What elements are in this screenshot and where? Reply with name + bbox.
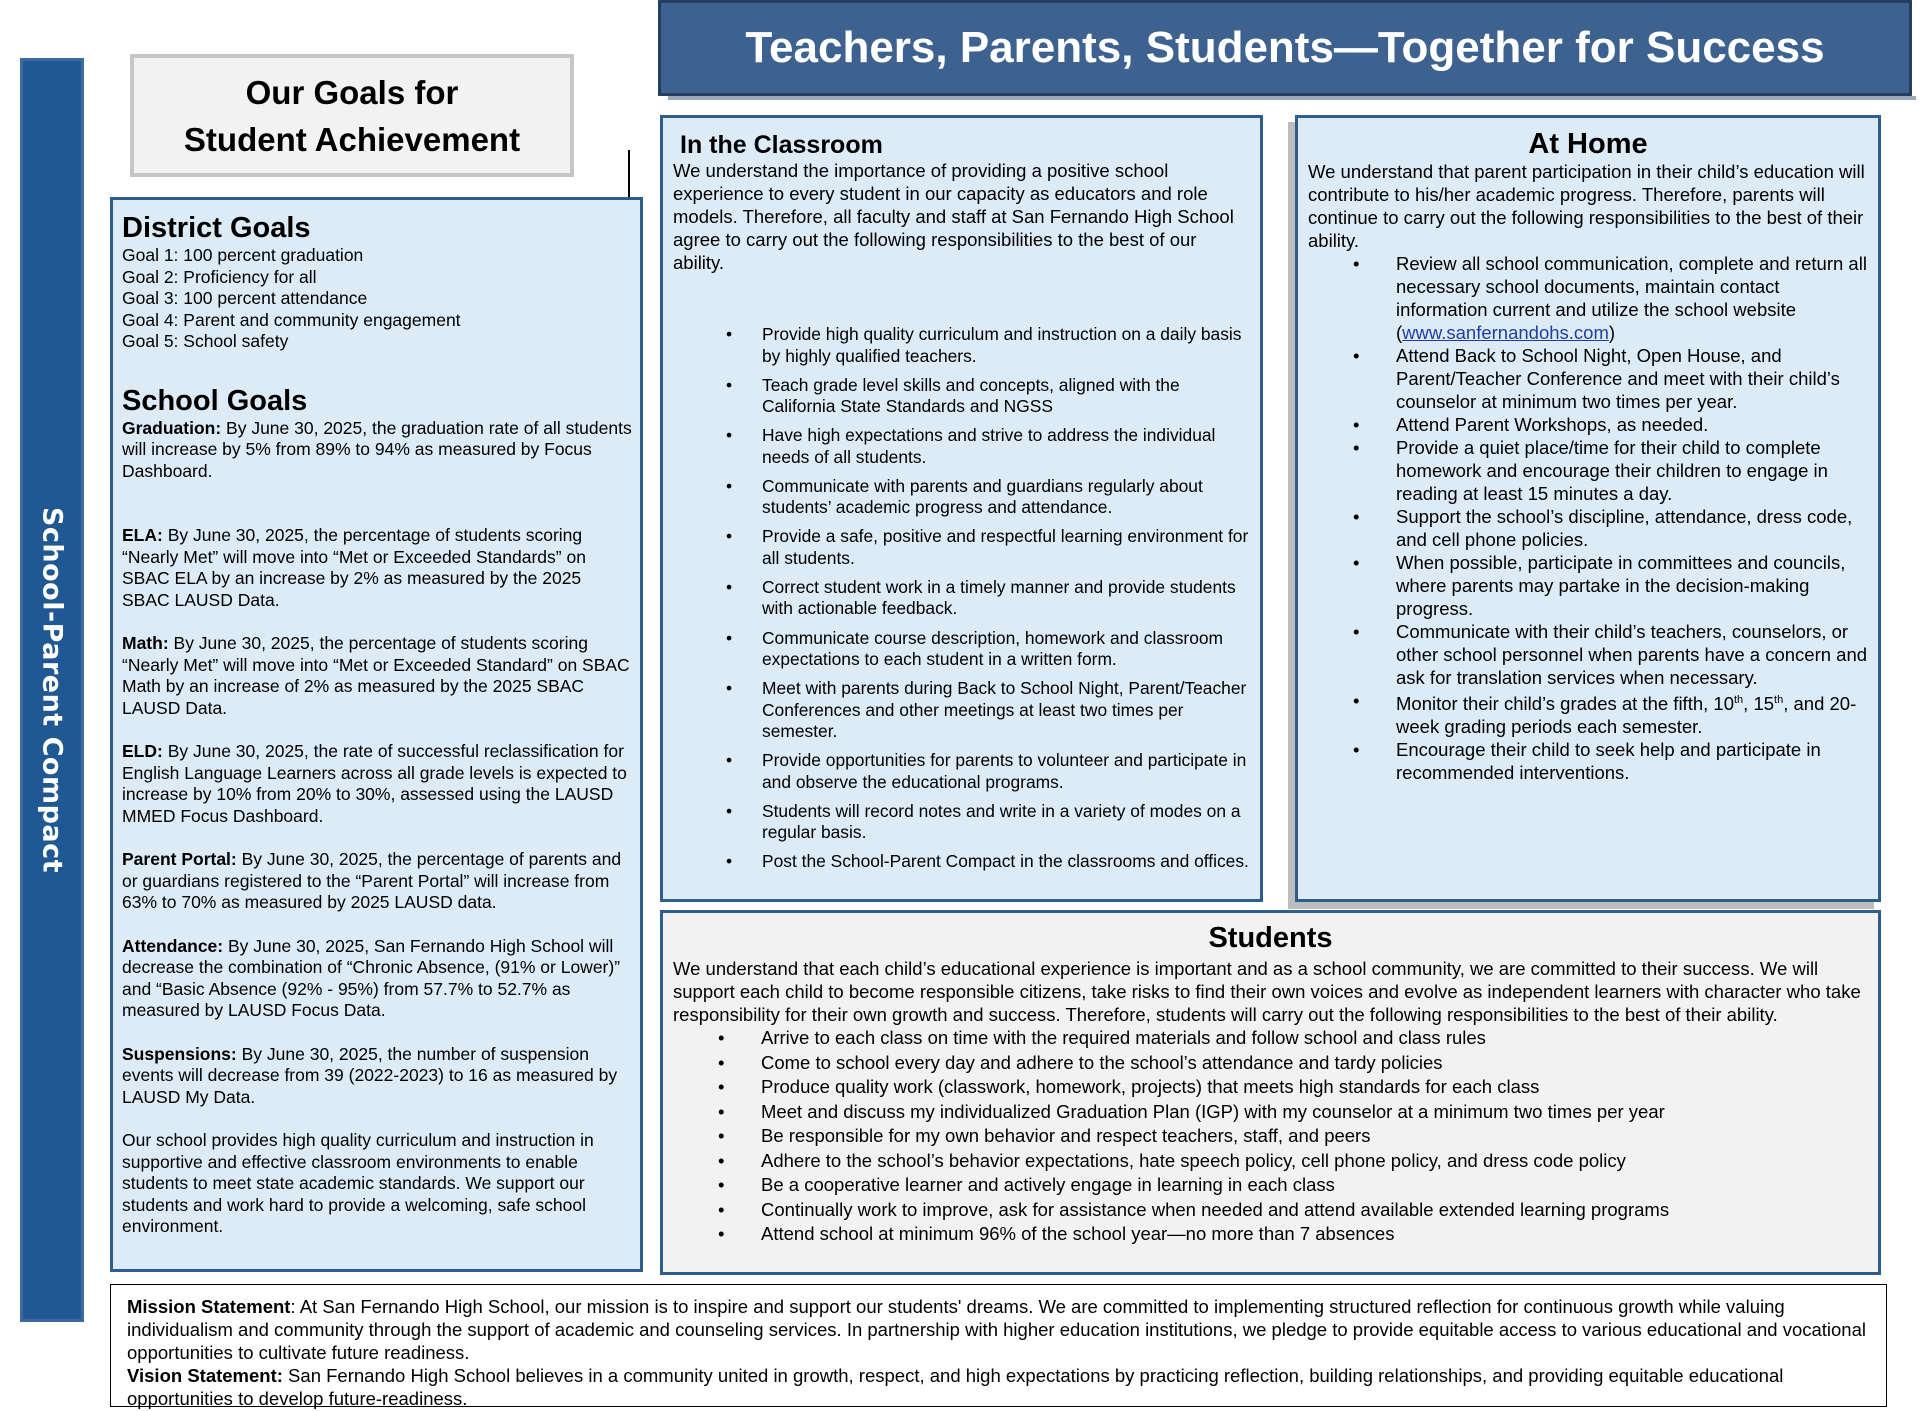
list-item	[673, 678, 1250, 743]
list-item	[673, 1198, 1868, 1223]
list-item	[673, 375, 1250, 418]
banner-shadow	[668, 96, 1916, 100]
school-goal-parent-portal	[122, 849, 633, 914]
list-item	[673, 476, 1250, 519]
list-item-text: When possible, participate in committees and councils, where parents may partake in the decision-making progress.	[1396, 552, 1846, 619]
list-item-text: , and 20-week grading periods each semester.	[1396, 693, 1857, 738]
list-item-text: Have high expectations and strive to address the individual needs of all students.	[762, 425, 1216, 467]
bullet-icon: •	[1353, 253, 1360, 274]
bullet-icon: •	[726, 425, 733, 446]
home-heading: At Home	[1528, 128, 1648, 160]
goal-label: ELD:	[122, 741, 163, 761]
list-item	[673, 1100, 1868, 1125]
mission-label: Mission Statement	[127, 1296, 291, 1317]
bullet-icon: •	[726, 800, 733, 821]
page-title: Teachers, Parents, Students—Together for Success	[745, 23, 1825, 72]
bullet-icon: •	[1353, 739, 1360, 761]
school-goal-suspensions	[122, 1044, 633, 1109]
district-goal: Goal 5: School safety	[122, 331, 289, 351]
list-item-text: Attend Parent Workshops, as needed.	[1396, 414, 1709, 435]
school-goal-ela	[122, 525, 633, 611]
goal-label: Suspensions:	[122, 1043, 237, 1064]
list-item	[673, 1026, 1868, 1051]
title-banner	[658, 0, 1912, 96]
list-item	[673, 425, 1250, 468]
students-heading: Students	[1208, 922, 1333, 954]
goal-text: By June 30, 2025, the number of suspension events will decrease from 39 (2022-2023) to 16 as measured by LAUSD My Data.	[122, 1043, 618, 1107]
classroom-intro: We understand the importance of providing a positive school experience to every student in our capacity as educators and role models. Therefore, all faculty and staff at San Fernando High School agree to carry out the following responsibilities to the best of our ability.	[673, 160, 1234, 273]
goal-text: By June 30, 2025, the percentage of students scoring “Nearly Met” will move into “Met or Exceeded Standard” on SBAC Math by an increase of 2% as measured by the 2025 SBAC LAUSD Data.	[122, 633, 630, 718]
list-item-text: Attend school at minimum 96% of the school year—no more than 7 absences	[761, 1223, 1395, 1244]
bullet-icon: •	[726, 526, 733, 547]
bullet-icon: •	[718, 1027, 725, 1048]
bullet-icon: •	[1353, 506, 1360, 527]
list-item	[1308, 436, 1868, 505]
list-item-text: Post the School-Parent Compact in the classrooms and offices.	[762, 851, 1249, 872]
list-item-text: Review all school communication, complete and return all necessary school documents, maintain contact information current and utilize the school website (	[1396, 253, 1867, 343]
bullet-icon: •	[726, 678, 733, 699]
school-goal-attendance	[122, 936, 633, 1022]
list-item-text: , 15	[1743, 693, 1775, 715]
list-item	[673, 526, 1250, 569]
bullet-icon: •	[726, 750, 733, 771]
bullet-icon: •	[718, 1223, 725, 1244]
bullet-icon: •	[1353, 690, 1360, 711]
goals-heading-line-1: Our Goals for	[245, 73, 459, 111]
list-item-text: Produce quality work (classwork, homework, projects) that meets high standards for each class	[761, 1076, 1540, 1097]
mission-text: : At San Fernando High School, our mission is to inspire and support our students' dreams. We are committed to implementing structured reflection for continuous growth while valuing individualism and community through the support of academic and counseling services. In partnership with higher education institutions, we pledge to provide equitable access to various educational and vocational opportunities to cultivate future readiness.	[127, 1296, 1866, 1363]
list-item	[1308, 551, 1868, 620]
side-bar-label: School-Parent Compact	[36, 506, 68, 874]
list-item-text: Attend Back to School Night, Open House, and Parent/Teacher Conference and meet with their child’s counselor at minimum two times per year.	[1396, 345, 1840, 412]
list-item-text: Teach grade level skills and concepts, aligned with the California State Standards and NGSS	[762, 374, 1180, 417]
goal-text: By June 30, 2025, the graduation rate of all students will increase by 5% from 89% to 94% as measured by Focus Dashboard.	[122, 417, 632, 481]
list-item-text: Be a cooperative learner and actively engage in learning in each class	[761, 1174, 1335, 1195]
list-item	[1308, 344, 1868, 413]
district-goal: Goal 1: 100 percent graduation	[122, 245, 364, 265]
list-item-text: Meet and discuss my individualized Graduation Plan (IGP) with my counselor at a minimum two times per year	[761, 1100, 1665, 1122]
goal-label: Attendance:	[122, 935, 224, 956]
district-goal: Goal 3: 100 percent attendance	[122, 288, 368, 308]
list-item	[673, 1222, 1868, 1247]
bullet-icon: •	[718, 1149, 725, 1171]
school-goal-graduation	[122, 418, 633, 483]
school-goal-math	[122, 633, 633, 719]
list-item-text: )	[1608, 322, 1616, 343]
district-goals-heading: District Goals	[122, 212, 311, 244]
list-item	[673, 851, 1250, 873]
classroom-panel	[660, 115, 1263, 902]
goal-label: Parent Portal:	[122, 849, 237, 869]
district-goals-list	[122, 245, 633, 353]
list-item-text: Communicate with their child’s teachers, counselors, or other school personnel when parents have a concern and ask for translation services when necessary.	[1396, 621, 1868, 688]
list-item-text: Provide opportunities for parents to volunteer and participate in and observe the educational programs.	[762, 750, 1247, 792]
goal-text: By June 30, 2025, the percentage of parents and or guardians registered to the “Parent Portal” will increase from 63% to 70% as measured by 2025 LAUSD data.	[122, 849, 622, 912]
vision-label: Vision Statement:	[127, 1365, 283, 1386]
list-item	[1308, 689, 1868, 738]
list-item-text: Communicate course description, homework and classroom expectations to each student in a written form.	[762, 627, 1224, 670]
bullet-icon: •	[1353, 552, 1360, 573]
list-item	[673, 1075, 1868, 1100]
list-item-text: Arrive to each class on time with the required materials and follow school and class rules	[761, 1027, 1486, 1048]
list-item	[1308, 620, 1868, 689]
bullet-icon: •	[718, 1125, 725, 1146]
bullet-icon: •	[718, 1076, 725, 1097]
home-intro: We understand that parent participation in their child’s education will contribute to his/her academic progress. Therefore, parents will continue to carry out the following responsibilities to the best of their ability.	[1308, 161, 1865, 251]
list-item	[673, 324, 1250, 367]
bullet-icon: •	[1353, 345, 1360, 366]
goals-heading-line-2: Student Achievement	[183, 120, 521, 158]
home-list	[1308, 252, 1868, 784]
list-item-text: Correct student work in a timely manner and provide students with actionable feedback.	[762, 576, 1236, 619]
list-item-text: Monitor their child’s grades at the fifth, 10	[1396, 693, 1734, 715]
list-item-text: Provide a safe, positive and respectful learning environment for all students.	[762, 526, 1249, 568]
bullet-icon: •	[718, 1174, 725, 1195]
list-item	[1308, 738, 1868, 784]
list-item	[673, 1149, 1868, 1174]
list-item	[1308, 505, 1868, 551]
list-item-text: Provide high quality curriculum and instruction on a daily basis by highly qualified teachers.	[762, 324, 1242, 366]
bullet-icon: •	[718, 1051, 725, 1073]
list-item	[673, 1173, 1868, 1198]
school-goals-closing: Our school provides high quality curriculum and instruction in supportive and effective classroom environments to enable students to meet state academic standards. We support our students and work hard to provide a welcoming, safe school environment.	[122, 1130, 594, 1236]
list-item-text: Be responsible for my own behavior and respect teachers, staff, and peers	[761, 1125, 1371, 1146]
mission-statement	[127, 1295, 1870, 1364]
list-item-text: Students will record notes and write in a variety of modes on a regular basis.	[762, 800, 1241, 843]
goals-heading-box	[130, 54, 574, 177]
bullet-icon: •	[726, 374, 733, 395]
list-item-text: Meet with parents during Back to School Night, Parent/Teacher Conferences and other meetings at least two times per semester.	[762, 678, 1247, 742]
list-item	[673, 577, 1250, 620]
bullet-icon: •	[718, 1198, 725, 1220]
list-item	[673, 1051, 1868, 1076]
goal-label: Math:	[122, 633, 169, 653]
school-website-link[interactable]: www.sanfernandohs.com	[1402, 322, 1609, 343]
bullet-icon: •	[726, 851, 733, 872]
list-item	[673, 628, 1250, 671]
students-list	[673, 1026, 1868, 1247]
list-item-text: Support the school’s discipline, attendance, dress code, and cell phone policies.	[1396, 506, 1853, 550]
classroom-list	[673, 324, 1250, 873]
bullet-icon: •	[726, 324, 733, 344]
list-item	[673, 750, 1250, 793]
district-goal: Goal 2: Proficiency for all	[122, 266, 317, 287]
mission-vision-box	[110, 1284, 1887, 1407]
bullet-icon: •	[718, 1100, 725, 1122]
students-intro: We understand that each child’s educational experience is important and as a school community, we are committed to their success. We will support each child to become responsible citizens, take risks to find their own voices and evolve as independent learners with character who take responsibility for their own growth and success. Therefore, students will carry out the following responsibilities to the best of their ability.	[673, 958, 1861, 1025]
side-bar	[20, 58, 84, 1322]
home-panel	[1295, 115, 1881, 902]
list-item-text: Continually work to improve, ask for assistance when needed and attend available extended learning programs	[761, 1198, 1670, 1220]
school-goals-heading: School Goals	[122, 384, 308, 417]
bullet-icon: •	[1353, 621, 1360, 642]
list-item-text: Come to school every day and adhere to the school’s attendance and tardy policies	[761, 1051, 1443, 1073]
superscript: th	[1774, 694, 1784, 706]
bullet-icon: •	[726, 475, 733, 496]
list-item	[1308, 252, 1868, 344]
list-item-text: Adhere to the school’s behavior expectations, hate speech policy, cell phone policy, and dress code policy	[761, 1149, 1626, 1171]
goal-text: By June 30, 2025, San Fernando High School will decrease the combination of “Chronic Absence, (91% or Lower)” and “Basic Absence (92% - 95%) from 57.7% to 52.7% as measured by LAUSD Focus Data.	[122, 935, 621, 1020]
goal-label: Graduation:	[122, 417, 222, 438]
vision-text: San Fernando High School believes in a community united in growth, respect, and high expectations by practicing reflection, building relationships, and providing equitable educational opportunities to develop future-readiness.	[127, 1365, 1784, 1409]
school-goal-eld	[122, 741, 633, 827]
bullet-icon: •	[1353, 437, 1360, 458]
list-item	[673, 801, 1250, 844]
goals-panel	[110, 197, 643, 1272]
vision-statement	[127, 1364, 1870, 1410]
bullet-icon: •	[726, 627, 733, 648]
list-item-text: Provide a quiet place/time for their child to complete homework and encourage their children to engage in reading at least 15 minutes a day.	[1396, 437, 1828, 504]
goal-text: By June 30, 2025, the rate of successful reclassification for English Language Learners across all grade levels is expected to increase by 10% from 20% to 30%, assessed using the LAUSD MMED Focus Dashboard.	[122, 741, 627, 826]
district-goal: Goal 4: Parent and community engagement	[122, 309, 461, 330]
list-item	[673, 1124, 1868, 1149]
students-panel	[660, 910, 1881, 1275]
goal-label: ELA:	[122, 525, 163, 545]
bullet-icon: •	[726, 576, 733, 597]
classroom-heading: In the Classroom	[680, 131, 883, 159]
superscript: th	[1733, 694, 1744, 706]
list-item-text: Communicate with parents and guardians regularly about students’ academic progress and attendance.	[762, 475, 1203, 518]
goal-text: By June 30, 2025, the percentage of students scoring “Nearly Met” will move into “Met or Exceeded Standards” on SBAC ELA by an increase by 2% as measured by the 2025 SBAC LAUSD Data.	[122, 525, 586, 610]
bullet-icon: •	[1353, 414, 1360, 435]
list-item-text: Encourage their child to seek help and participate in recommended interventions.	[1396, 739, 1821, 784]
list-item	[1308, 413, 1868, 436]
